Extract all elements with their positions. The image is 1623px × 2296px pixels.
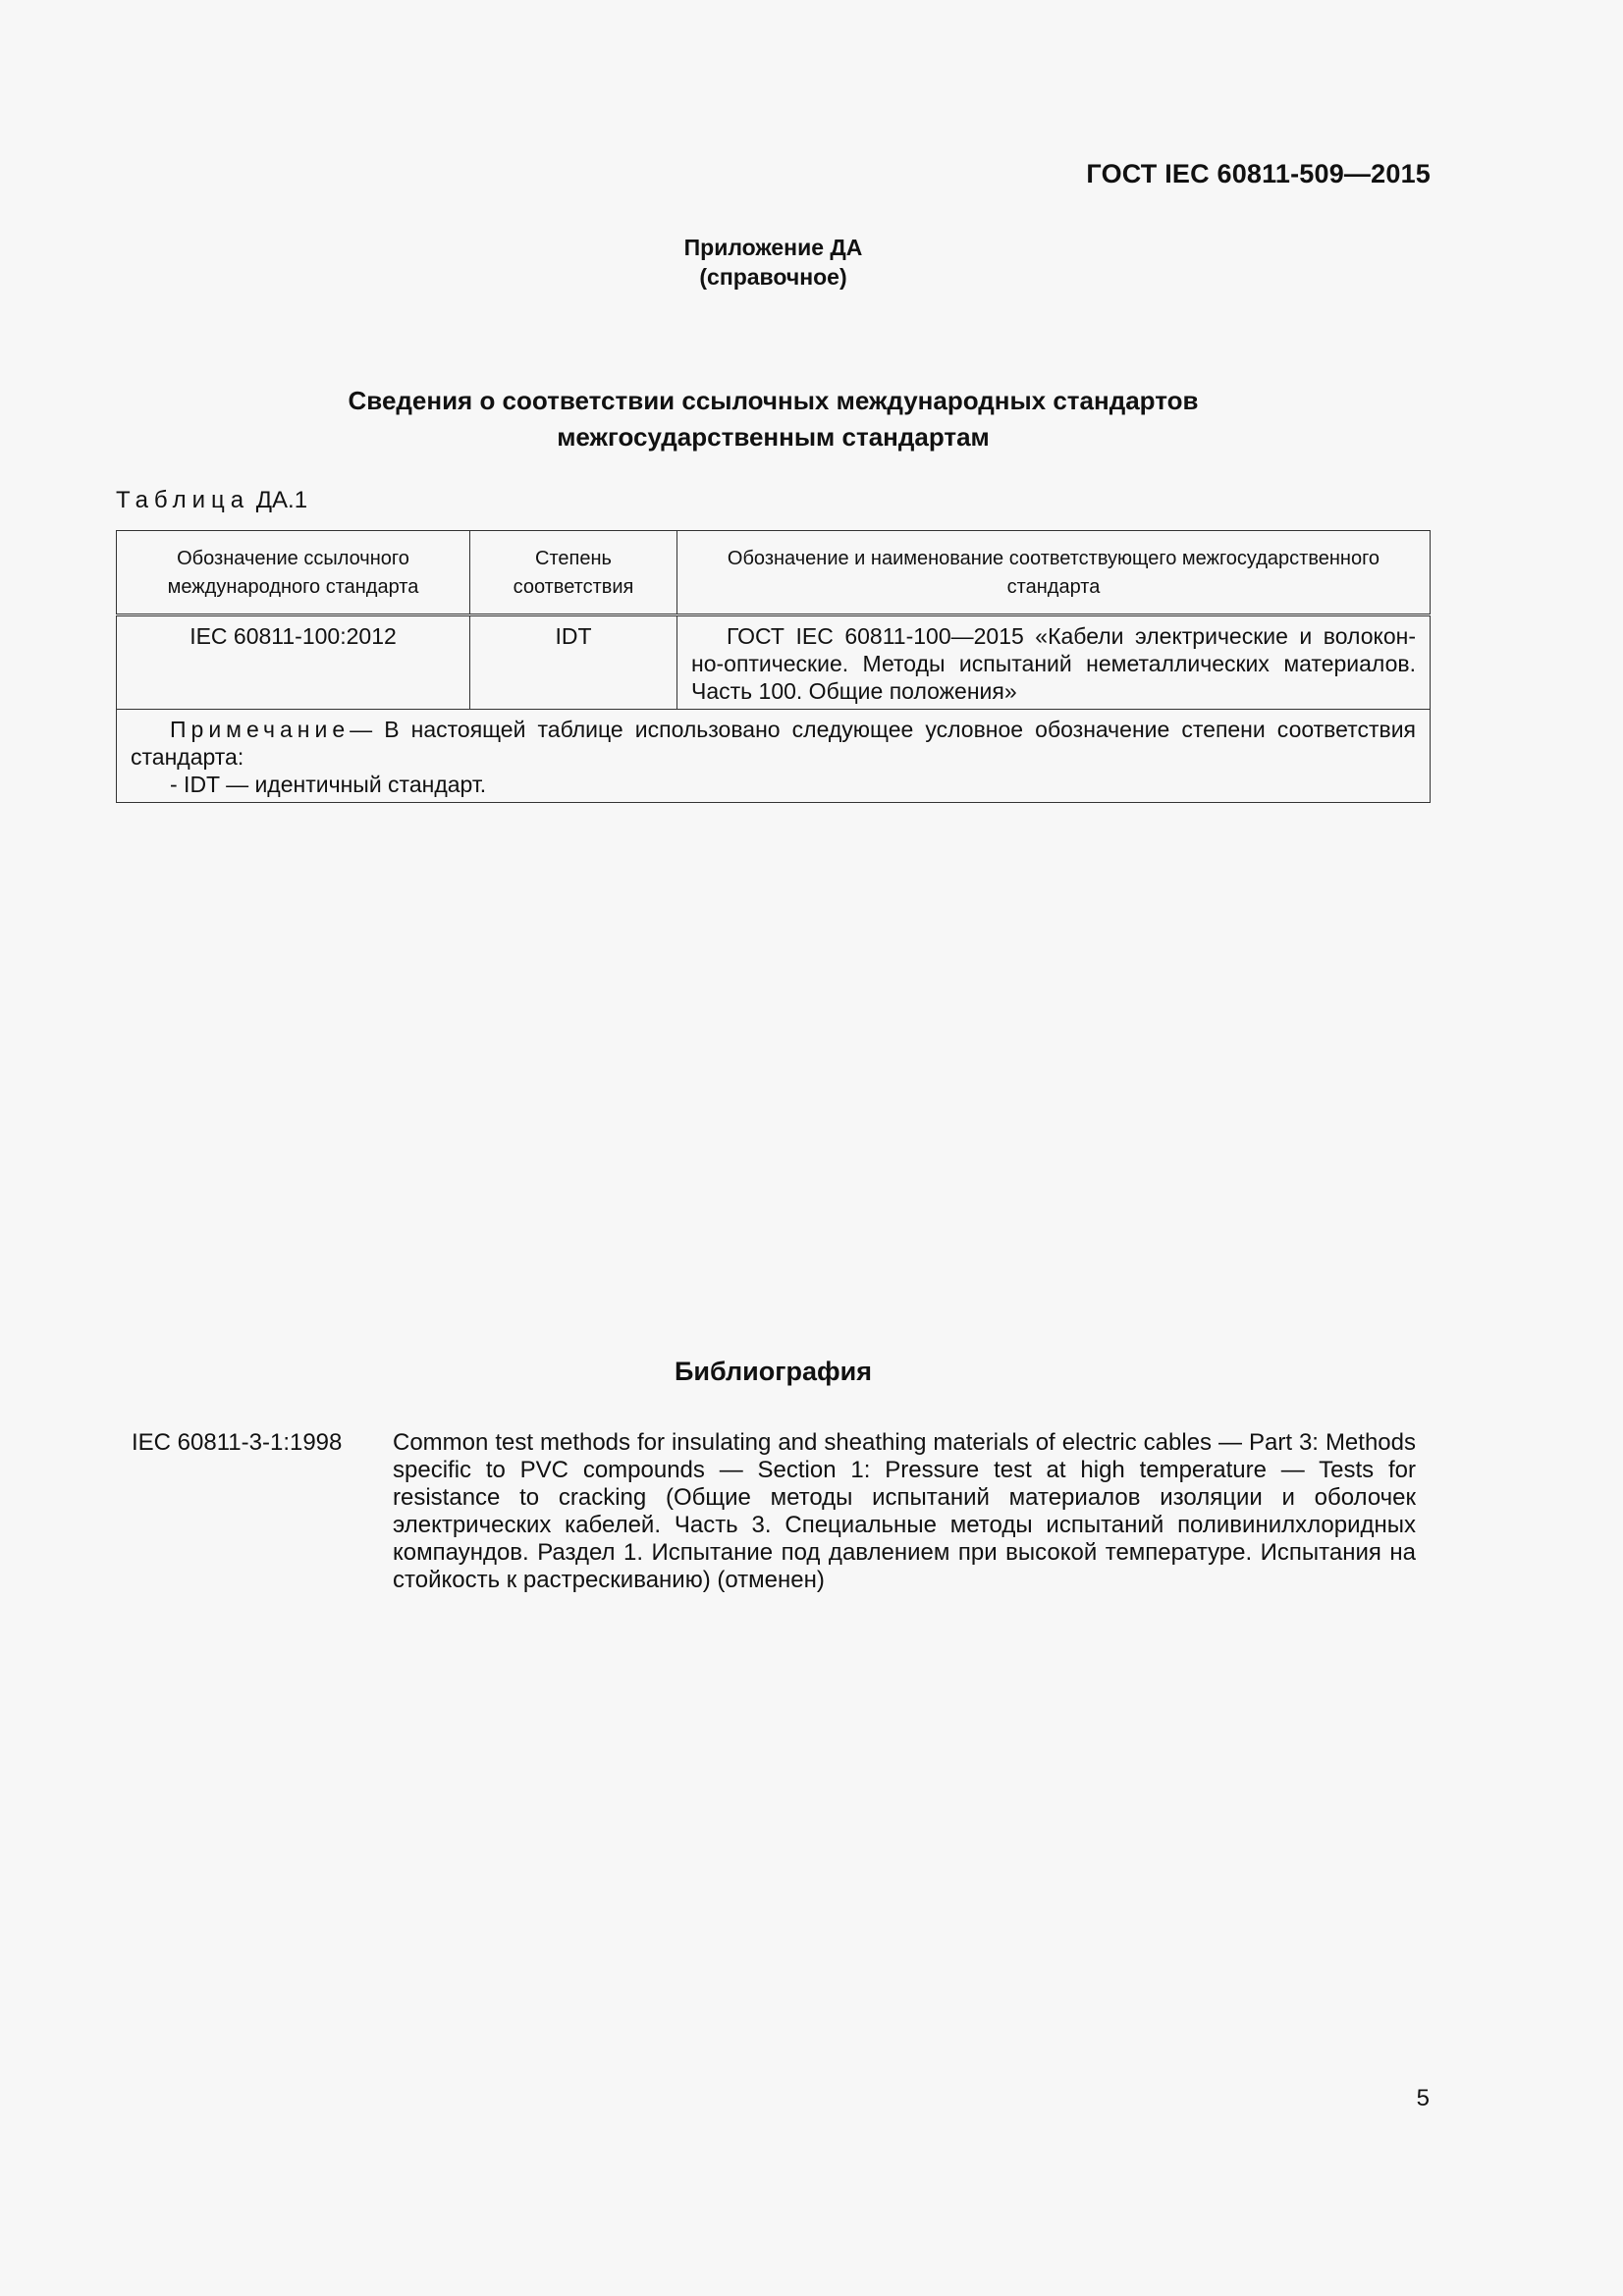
table-caption-number: ДА.1: [255, 487, 308, 513]
section-title-line2: межгосударственным стандартам: [557, 422, 990, 452]
note-label: Примечание: [170, 717, 351, 742]
bibliography-text: Common test methods for insulating and sheathing materials of electric cables — Part 3: Methods specific to PVC compounds — Section 1: Pressure test at high temperature — Tests for resistance to cracking (Общие методы испытаний материалов изоляции и оболочек электрических кабелей. Часть 3. Специальные методы испытаний поливинилхлоридных компаундов. Раздел 1. Испытание под давлением при высокой температуре. Испытания на стойкость к растрескиванию) (отменен): [393, 1429, 1416, 1593]
table-caption-word: Таблица: [116, 487, 250, 513]
annex-subtitle: (справочное): [699, 264, 847, 290]
annex-heading: [0, 233, 1546, 292]
section-title: [0, 383, 1546, 455]
bibliography-ref: IEC 60811-3-1:1998: [132, 1429, 343, 1456]
bibliography-title: Библиография: [675, 1357, 872, 1386]
section-title-line1: Сведения о соответствии ссылочных международных стандартов: [348, 386, 1199, 415]
note-item: - IDT — идентичный стандарт.: [170, 772, 487, 797]
table-row: [117, 615, 1431, 710]
bibliography-entry: [132, 1429, 1416, 1594]
note-paragraph: [131, 716, 1416, 771]
table-caption: [116, 487, 307, 514]
table-note-row: [117, 710, 1431, 803]
table-header-degree: Степень соответствия: [470, 531, 677, 615]
document-code: ГОСТ IEC 60811-509—2015: [1086, 159, 1431, 188]
cell-international-standard: IEC 60811-100:2012: [117, 615, 470, 710]
cell-interstate-text: ГОСТ IEC 60811-100—2015 «Кабели электрические и волокон-но-оптические. Методы испытаний неметаллических материалов. Часть 100. Общие положения»: [691, 623, 1416, 704]
table-header-interstate: Обозначение и наименование соответствующего межгосударственного стандарта: [677, 531, 1431, 615]
table-header-international: Обозначение ссылочного международного стандарта: [117, 531, 470, 615]
note-text: В настоящей таблице использовано следующее условное обозначение степени соответствия стандарта:: [131, 717, 1416, 770]
standards-table: [116, 530, 1431, 803]
cell-degree: IDT: [470, 615, 677, 710]
page-number: 5: [1416, 2085, 1430, 2111]
annex-title: Приложение ДА: [683, 235, 863, 260]
table-header-row: [117, 531, 1431, 615]
cell-interstate-standard: [677, 615, 1431, 710]
note-dash: —: [350, 717, 373, 742]
table-note: [117, 710, 1431, 803]
